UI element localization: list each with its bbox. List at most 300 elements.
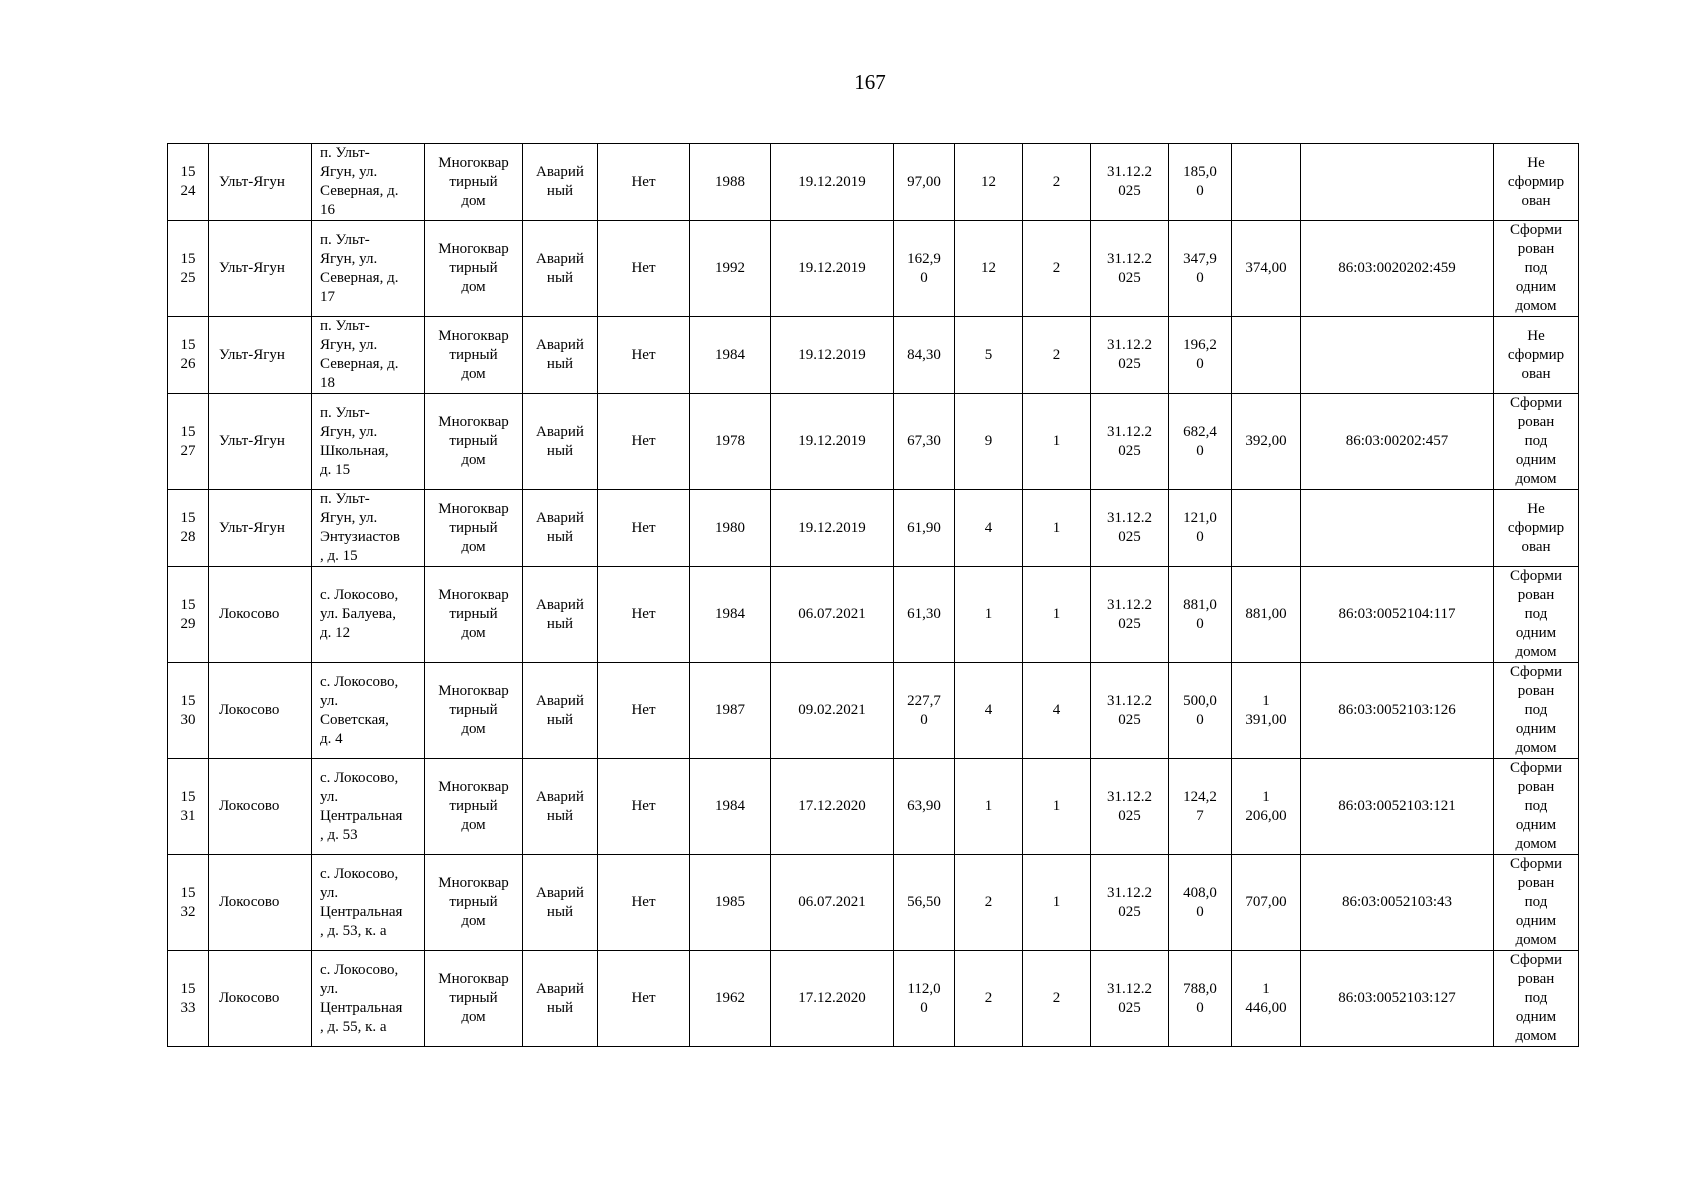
cell-area-line: 112,0 (907, 980, 941, 997)
cell-land-formed-line: одним (1515, 452, 1557, 468)
cell-address-line: ул. (320, 980, 339, 997)
cell-area-line: 61,30 (907, 606, 941, 622)
cell-status (523, 221, 598, 317)
cell-area-2 (1169, 951, 1232, 1047)
cell-house-type-line: Многоквар (438, 500, 509, 517)
cell-area-2-line: 0 (1196, 183, 1204, 199)
cell-count-1: 4 (955, 490, 1023, 567)
cell-row-number (168, 951, 209, 1047)
cell-row-number-line: 15 (180, 423, 196, 440)
cell-address-line: 18 (320, 375, 335, 391)
cell-house-type-line: тирный (449, 798, 498, 814)
cell-land-formed-line: ован (1521, 365, 1551, 382)
cell-cadastral-number: 86:03:0052103:126 (1301, 663, 1494, 759)
cell-house-type-line: дом (461, 625, 486, 641)
cell-address-line: д. 4 (320, 730, 343, 747)
cell-house-type (425, 759, 523, 855)
cell-area-2-line: 124,2 (1183, 788, 1217, 805)
cell-house-type (425, 144, 523, 221)
cell-year: 1980 (690, 490, 771, 567)
cell-cadastral-number: 86:03:0052103:121 (1301, 759, 1494, 855)
table-row (168, 144, 1579, 221)
cell-area (894, 759, 955, 855)
cell-land-formed-line: одним (1515, 817, 1557, 833)
cell-land-formed-line: Сформи (1509, 952, 1563, 968)
cell-land-formed-line: под (1524, 798, 1548, 814)
cell-status-line: ный (546, 529, 574, 545)
cell-house-type-line: тирный (449, 519, 498, 536)
cell-flag: Нет (598, 567, 690, 663)
table-row (168, 490, 1579, 567)
cell-house-type-line: Многоквар (438, 154, 509, 171)
cell-land-area (1232, 663, 1301, 759)
cell-land-formed (1494, 221, 1579, 317)
cell-status-line: Аварий (536, 337, 584, 353)
cell-status-line: Аварий (536, 423, 584, 440)
cell-address (312, 394, 425, 490)
cell-area (894, 144, 955, 221)
cell-settlement: Ульт-Ягун (209, 144, 312, 221)
cell-row-number-line: 30 (180, 711, 196, 728)
cell-house-type-line: тирный (449, 433, 498, 449)
cell-area-2-line: 500,0 (1183, 692, 1217, 709)
cell-house-type-line: дом (461, 452, 486, 468)
cell-flag: Нет (598, 144, 690, 221)
cell-land-formed-line: Сформи (1509, 395, 1563, 411)
cell-area-2 (1169, 567, 1232, 663)
cell-deadline-line: 31.12.2 (1107, 510, 1152, 526)
cell-cadastral-number: 86:03:00202:457 (1301, 394, 1494, 490)
cell-status (523, 951, 598, 1047)
cell-date: 19.12.2019 (771, 394, 894, 490)
cell-address-line: , д. 15 (320, 548, 358, 564)
cell-deadline-line: 31.12.2 (1107, 423, 1152, 440)
cell-house-type-line: Многоквар (438, 414, 509, 430)
cell-row-number-line: 25 (180, 269, 196, 286)
cell-count-2: 1 (1023, 855, 1091, 951)
cell-row-number-line: 15 (180, 337, 196, 353)
cell-address-line: 17 (320, 288, 335, 305)
cell-address-line: с. Локосово, (320, 673, 399, 690)
cell-deadline (1091, 759, 1169, 855)
cell-address-line: ул. Балуева, (320, 606, 396, 622)
cell-house-type-line: тирный (449, 346, 498, 363)
cell-status (523, 759, 598, 855)
cell-area-2 (1169, 317, 1232, 394)
cell-settlement: Ульт-Ягун (209, 221, 312, 317)
cell-deadline-line: 025 (1118, 356, 1141, 372)
cell-land-area (1232, 759, 1301, 855)
cell-date: 06.07.2021 (771, 855, 894, 951)
cell-address (312, 490, 425, 567)
cell-settlement: Локосово (209, 951, 312, 1047)
cell-settlement: Локосово (209, 567, 312, 663)
cell-year: 1984 (690, 567, 771, 663)
cell-house-type-line: Многоквар (438, 779, 509, 795)
cell-land-formed-line: домом (1515, 471, 1557, 487)
cell-row-number (168, 317, 209, 394)
cell-deadline-line: 31.12.2 (1107, 884, 1152, 901)
cell-status (523, 567, 598, 663)
table-row (168, 567, 1579, 663)
cell-land-formed-line: под (1524, 894, 1548, 910)
cell-deadline-line: 31.12.2 (1107, 164, 1152, 180)
cell-land-formed-line: рован (1517, 587, 1555, 603)
table-row (168, 317, 1579, 394)
cell-land-formed-line: Не (1527, 327, 1545, 344)
cell-house-type-line: дом (461, 1009, 486, 1025)
cell-area-2-line: 0 (1196, 615, 1204, 632)
cell-house-type-line: дом (461, 538, 486, 555)
cell-cadastral-number: 86:03:0052103:127 (1301, 951, 1494, 1047)
cell-deadline (1091, 394, 1169, 490)
cell-deadline (1091, 567, 1169, 663)
cell-status (523, 663, 598, 759)
cell-count-2: 1 (1023, 394, 1091, 490)
cell-status-line: Аварий (536, 788, 584, 805)
cell-deadline (1091, 221, 1169, 317)
cell-land-area (1232, 951, 1301, 1047)
cell-land-formed-line: рован (1517, 779, 1555, 795)
cell-deadline-line: 025 (1118, 903, 1141, 920)
cell-land-formed-line: одним (1515, 279, 1557, 295)
cell-settlement: Локосово (209, 663, 312, 759)
cell-year: 1985 (690, 855, 771, 951)
cell-area-2 (1169, 221, 1232, 317)
cell-land-formed-line: Сформи (1509, 760, 1563, 776)
cell-land-area (1232, 221, 1301, 317)
cell-address (312, 221, 425, 317)
cell-deadline (1091, 663, 1169, 759)
cell-land-area-line: 392,00 (1245, 433, 1287, 449)
cell-count-2: 2 (1023, 144, 1091, 221)
cell-land-area-line: 1 (1262, 692, 1270, 709)
cell-house-type-line: дом (461, 192, 486, 209)
cell-area (894, 951, 955, 1047)
cell-address-line: Советская, (320, 711, 389, 728)
cell-address (312, 855, 425, 951)
cell-row-number-line: 33 (180, 999, 196, 1016)
cell-address-line: д. 15 (320, 461, 351, 478)
cell-status (523, 144, 598, 221)
cell-count-1: 2 (955, 855, 1023, 951)
cell-land-formed-line: одним (1515, 913, 1557, 929)
cell-house-type-line: тирный (449, 606, 498, 622)
cell-area-2 (1169, 490, 1232, 567)
cell-status-line: ный (546, 615, 574, 632)
cell-area-line: 0 (920, 711, 928, 728)
cell-area-2-line: 0 (1196, 356, 1204, 372)
cell-address-line: п. Ульт- (320, 491, 370, 507)
cell-land-formed (1494, 567, 1579, 663)
cell-status-line: Аварий (536, 980, 584, 997)
cell-land-formed-line: под (1524, 260, 1548, 276)
cell-address (312, 759, 425, 855)
cell-address-line: Ягун, ул. (320, 510, 378, 526)
cell-address-line: ул. (320, 788, 339, 805)
cell-row-number-line: 15 (180, 510, 196, 526)
cell-status-line: Аварий (536, 596, 584, 613)
cell-land-formed (1494, 490, 1579, 567)
cell-row-number-line: 31 (180, 807, 196, 824)
cell-year: 1962 (690, 951, 771, 1047)
cell-status-line: ный (546, 269, 574, 286)
cell-land-formed-line: сформир (1507, 519, 1565, 536)
cell-flag: Нет (598, 490, 690, 567)
cell-flag: Нет (598, 221, 690, 317)
cell-cadastral-number: 86:03:0020202:459 (1301, 221, 1494, 317)
cell-cadastral-number: 86:03:0052103:43 (1301, 855, 1494, 951)
cell-flag: Нет (598, 855, 690, 951)
cell-address-line: ул. (320, 884, 339, 901)
cell-status (523, 490, 598, 567)
cell-row-number-line: 15 (180, 980, 196, 997)
cell-area-2-line: 0 (1196, 529, 1204, 545)
cell-date: 19.12.2019 (771, 144, 894, 221)
cell-address-line: Энтузиастов (320, 529, 400, 545)
cell-address-line: с. Локосово, (320, 865, 399, 882)
cell-area-2-line: 347,9 (1183, 250, 1217, 267)
cell-deadline-line: 025 (1118, 711, 1141, 728)
cell-address-line: Центральная (320, 903, 403, 920)
cell-address-line: п. Ульт- (320, 318, 370, 334)
cell-land-area (1232, 855, 1301, 951)
cell-address-line: Ягун, ул. (320, 250, 378, 267)
cell-deadline-line: 025 (1118, 442, 1141, 459)
cell-count-1: 1 (955, 759, 1023, 855)
cell-status-line: ный (546, 903, 574, 920)
cell-row-number-line: 26 (180, 356, 196, 372)
cell-deadline (1091, 317, 1169, 394)
cell-area-2-line: 0 (1196, 442, 1204, 459)
cell-count-1: 4 (955, 663, 1023, 759)
cell-year: 1984 (690, 759, 771, 855)
cell-deadline-line: 31.12.2 (1107, 596, 1152, 613)
cell-status-line: Аварий (536, 164, 584, 180)
cell-land-formed-line: под (1524, 433, 1548, 449)
cell-row-number-line: 28 (180, 529, 196, 545)
cell-area (894, 221, 955, 317)
cell-land-formed-line: Сформи (1509, 222, 1563, 238)
cell-address (312, 951, 425, 1047)
cell-house-type (425, 663, 523, 759)
cell-land-formed-line: ован (1521, 538, 1551, 555)
cell-count-2: 1 (1023, 490, 1091, 567)
cell-address-line: Ягун, ул. (320, 164, 378, 180)
cell-address-line: 16 (320, 202, 335, 218)
cell-row-number (168, 663, 209, 759)
cell-address-line: д. 12 (320, 625, 351, 641)
cell-land-formed (1494, 951, 1579, 1047)
cell-area-2 (1169, 663, 1232, 759)
cell-date: 19.12.2019 (771, 221, 894, 317)
cell-area-2-line: 408,0 (1183, 884, 1217, 901)
cell-address (312, 144, 425, 221)
cell-house-type-line: тирный (449, 990, 498, 1006)
cell-year: 1984 (690, 317, 771, 394)
table-body (168, 144, 1579, 1047)
cell-date: 19.12.2019 (771, 490, 894, 567)
cell-area-2-line: 0 (1196, 999, 1204, 1016)
cell-house-type-line: Многоквар (438, 971, 509, 987)
cell-area-2-line: 788,0 (1183, 980, 1217, 997)
cell-row-number-line: 24 (180, 183, 196, 199)
cell-status (523, 855, 598, 951)
cell-count-1: 12 (955, 144, 1023, 221)
cell-address-line: с. Локосово, (320, 587, 399, 603)
cell-land-formed-line: сформир (1507, 346, 1565, 363)
cell-row-number-line: 27 (180, 442, 196, 459)
cell-row-number-line: 15 (180, 692, 196, 709)
cell-house-type-line: дом (461, 817, 486, 833)
cell-area-2-line: 0 (1196, 903, 1204, 920)
cell-settlement: Локосово (209, 855, 312, 951)
cell-address-line: п. Ульт- (320, 231, 370, 248)
cell-area-2-line: 0 (1196, 269, 1204, 286)
cell-address-line: Центральная (320, 807, 403, 824)
cell-address-line: , д. 53, к. а (320, 922, 387, 939)
table-row (168, 855, 1579, 951)
cell-count-2: 2 (1023, 317, 1091, 394)
cell-house-type-line: дом (461, 721, 486, 737)
cell-area-line: 97,00 (907, 173, 941, 190)
cell-land-formed-line: рован (1517, 875, 1555, 891)
cell-count-1: 1 (955, 567, 1023, 663)
cell-area (894, 855, 955, 951)
cell-house-type (425, 317, 523, 394)
cell-land-formed-line: под (1524, 990, 1548, 1006)
cell-land-area (1232, 567, 1301, 663)
cell-deadline-line: 31.12.2 (1107, 692, 1152, 709)
cell-house-type (425, 951, 523, 1047)
cell-address-line: п. Ульт- (320, 145, 370, 161)
cell-area-2-line: 682,4 (1183, 423, 1217, 440)
cell-house-type-line: тирный (449, 702, 498, 718)
cell-house-type-line: Многоквар (438, 327, 509, 344)
cell-area-line: 56,50 (907, 894, 941, 910)
table-row (168, 663, 1579, 759)
cell-deadline (1091, 144, 1169, 221)
cell-deadline-line: 025 (1118, 999, 1141, 1016)
cell-row-number-line: 15 (180, 884, 196, 901)
cell-land-formed-line: под (1524, 606, 1548, 622)
cell-deadline-line: 025 (1118, 183, 1141, 199)
cell-row-number-line: 15 (180, 250, 196, 267)
cell-area-2-line: 7 (1196, 807, 1204, 824)
cell-address (312, 317, 425, 394)
cell-land-area-line: 1 (1262, 980, 1270, 997)
cell-address-line: , д. 53 (320, 826, 358, 843)
cell-land-formed-line: под (1524, 702, 1548, 718)
cell-address-line: , д. 55, к. а (320, 1018, 387, 1035)
cell-status-line: ный (546, 183, 574, 199)
cell-settlement: Ульт-Ягун (209, 317, 312, 394)
cell-row-number-line: 29 (180, 615, 196, 632)
cell-flag: Нет (598, 759, 690, 855)
cell-row-number-line: 32 (180, 903, 196, 920)
cell-deadline-line: 31.12.2 (1107, 980, 1152, 997)
table-row (168, 759, 1579, 855)
cell-row-number (168, 394, 209, 490)
cell-address-line: Ягун, ул. (320, 337, 378, 353)
cell-settlement: Ульт-Ягун (209, 490, 312, 567)
cell-land-formed (1494, 759, 1579, 855)
cell-house-type-line: тирный (449, 260, 498, 276)
cell-land-formed-line: сформир (1507, 173, 1565, 190)
cell-row-number-line: 15 (180, 164, 196, 180)
cell-house-type-line: Многоквар (438, 875, 509, 891)
cell-house-type (425, 855, 523, 951)
cell-row-number (168, 221, 209, 317)
cell-area-2-line: 881,0 (1183, 596, 1217, 613)
cell-land-formed (1494, 144, 1579, 221)
cell-deadline-line: 31.12.2 (1107, 337, 1152, 353)
cell-house-type-line: тирный (449, 173, 498, 190)
cell-flag: Нет (598, 951, 690, 1047)
cell-status-line: ный (546, 442, 574, 459)
cell-area (894, 567, 955, 663)
cell-land-formed-line: домом (1515, 644, 1557, 660)
cell-address-line: Центральная (320, 999, 403, 1016)
cell-status-line: ный (546, 711, 574, 728)
cell-deadline-line: 025 (1118, 269, 1141, 286)
cell-status-line: Аварий (536, 510, 584, 526)
cell-deadline-line: 025 (1118, 615, 1141, 632)
cell-flag: Нет (598, 317, 690, 394)
cell-area-2 (1169, 759, 1232, 855)
cell-deadline (1091, 855, 1169, 951)
cell-house-type-line: дом (461, 365, 486, 382)
cell-area-line: 63,90 (907, 798, 941, 814)
cell-count-2: 1 (1023, 567, 1091, 663)
cell-land-formed-line: одним (1515, 721, 1557, 737)
cell-area-line: 0 (920, 269, 928, 286)
cell-land-formed-line: рован (1517, 414, 1555, 430)
cell-land-formed-line: домом (1515, 298, 1557, 314)
cell-status-line: ный (546, 356, 574, 372)
cell-row-number (168, 144, 209, 221)
cell-address-line: Северная, д. (320, 183, 399, 199)
cell-date: 19.12.2019 (771, 317, 894, 394)
cell-area (894, 394, 955, 490)
cell-house-type (425, 490, 523, 567)
cell-area-2-line: 196,2 (1183, 337, 1217, 353)
cell-status-line: Аварий (536, 250, 584, 267)
cell-land-area (1232, 144, 1301, 221)
cell-land-formed-line: домом (1515, 836, 1557, 852)
cell-land-area (1232, 394, 1301, 490)
cell-land-formed-line: рован (1517, 683, 1555, 699)
cell-area-2-line: 185,0 (1183, 164, 1217, 180)
cell-house-type (425, 567, 523, 663)
table-row (168, 394, 1579, 490)
cell-land-area (1232, 490, 1301, 567)
cell-status-line: ный (546, 807, 574, 824)
emergency-housing-table (167, 143, 1579, 1047)
cell-year: 1988 (690, 144, 771, 221)
cell-address-line: Северная, д. (320, 269, 399, 286)
cell-status-line: Аварий (536, 884, 584, 901)
cell-land-area-line: 1 (1262, 788, 1270, 805)
cell-area-2-line: 121,0 (1183, 510, 1217, 526)
cell-count-2: 2 (1023, 951, 1091, 1047)
cell-year: 1987 (690, 663, 771, 759)
cell-address-line: п. Ульт- (320, 404, 370, 421)
cell-land-formed (1494, 855, 1579, 951)
cell-house-type-line: Многоквар (438, 241, 509, 257)
cell-address-line: с. Локосово, (320, 769, 399, 786)
cell-land-formed (1494, 394, 1579, 490)
